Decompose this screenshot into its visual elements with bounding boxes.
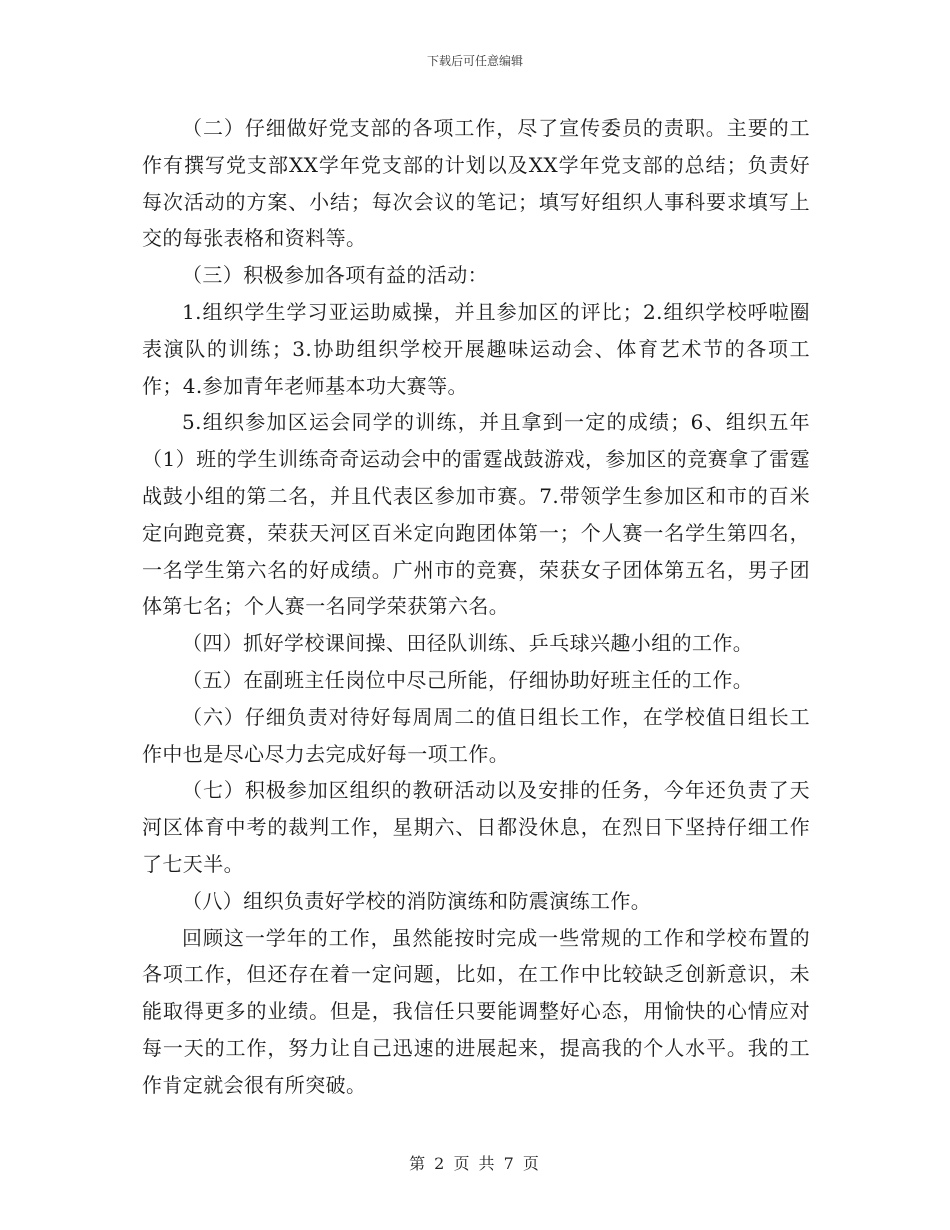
- paragraph-section-5: （五）在副班主任岗位中尽己所能，仔细协助好班主任的工作。: [182, 667, 754, 692]
- paragraph-section-3-heading: （三）积极参加各项有益的活动：: [182, 263, 488, 288]
- paragraph-section-7: （七）积极参加区组织的教研活动以及安排的任务，今年还负责了天河区体育中考的裁判工作，星期六、日都没休息，在烈日下坚持仔细工作了七天半。: [142, 778, 810, 876]
- paragraph-section-6: （六）仔细负责对待好每周周二的值日组长工作，在学校值日组长工作中也是尽心尽力去完成好每一项工作。: [142, 704, 810, 766]
- paragraph-section-2: （二）仔细做好党支部的各项工作，尽了宣传委员的责职。主要的工作有撰写党支部XX学年党支部的计划以及XX学年党支部的总结；负责好每次活动的方案、小结；每次会议的笔记；填写好组织人事科要求填写上交的每张表格和资料等。: [142, 116, 810, 251]
- paragraph-activities-5-7: 5.组织参加区运会同学的训练，并且拿到一定的成绩；6、组织五年（1）班的学生训练奇奇运动会中的雷霆战鼓游戏，参加区的竞赛拿了雷霆战鼓小组的第二名，并且代表区参加市赛。7.带领学生参加区和市的百米定向跑竞赛，荣获天河区百米定向跑团体第一；个人赛一名学生第四名，一名学生第六名的好成绩。广州市的竞赛，荣获女子团体第五名，男子团体第七名；个人赛一名同学荣获第六名。: [142, 410, 810, 619]
- page-number: 第 2 页 共 7 页: [409, 1154, 541, 1173]
- document-body: [142, 110, 810, 1104]
- paragraph-section-8: （八）组织负责好学校的消防演练和防震演练工作。: [182, 888, 652, 913]
- paragraph-activities-1-4: 1.组织学生学习亚运助威操，并且参加区的评比；2.组织学校呼啦圈表演队的训练；3.协助组织学校开展趣味运动会、体育艺术节的各项工作；4.参加青年老师基本功大赛等。: [142, 299, 810, 398]
- page-header: 下载后可任意编辑: [426, 54, 523, 68]
- paragraph-section-4: （四）抓好学校课间操、田径队训练、乒乓球兴趣小组的工作。: [182, 631, 754, 656]
- paragraph-review: 回顾这一学年的工作，虽然能按时完成一些常规的工作和学校布置的各项工作，但还存在着一定问题，比如，在工作中比较缺乏创新意识，未能取得更多的业绩。但是，我信任只要能调整好心态，用愉快的心情应对每一天的工作，努力让自己迅速的进展起来，提高我的个人水平。我的工作肯定就会很有所突破。: [142, 925, 810, 1097]
